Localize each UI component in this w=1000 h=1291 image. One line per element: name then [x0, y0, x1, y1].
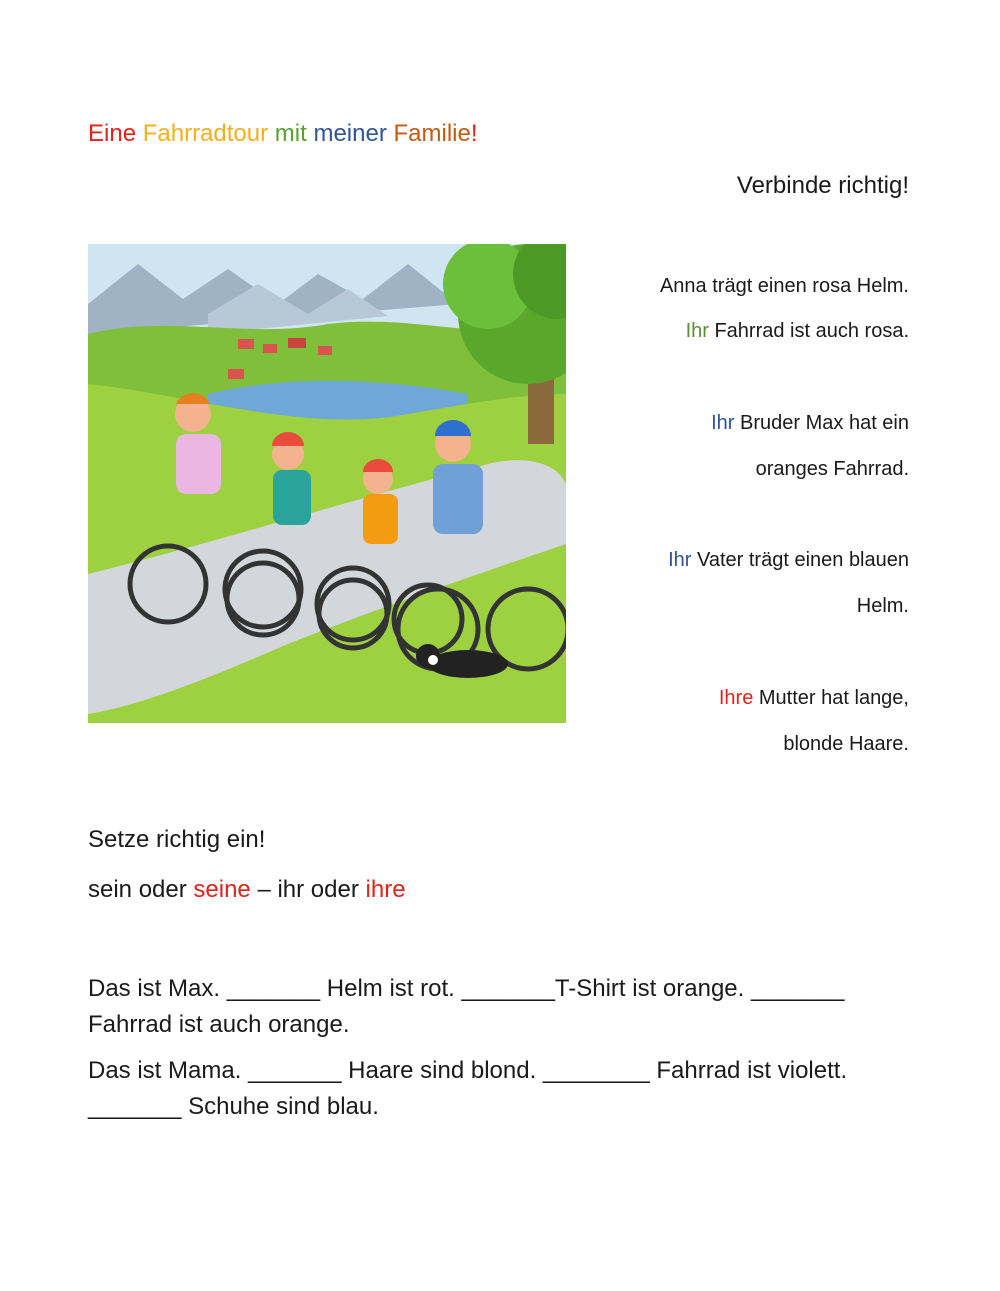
word-choice-a: sein oder [88, 876, 194, 903]
sentence-vater-line-2 [857, 583, 909, 629]
sentence-text: Anna trägt einen rosa Helm. [659, 275, 909, 297]
title-word-3: mit [274, 120, 307, 147]
family-cycling-illustration [88, 244, 566, 723]
sentence-bruder-line-2 [756, 446, 909, 492]
title-exclamation: ! [470, 120, 478, 147]
sentence-text: Mutter hat lange, [753, 687, 909, 709]
gap-paragraph-mama: Das ist Mama. _______ Haare sind blond. ________ Fahrrad ist violett. _______ Schuhe sind blau. [88, 1057, 848, 1120]
instruction-fill: Setze richtig ein! [88, 826, 266, 853]
sentence-bruder-line-1 [711, 400, 909, 446]
sentence-mutter-line-1 [719, 675, 909, 721]
word-choice-c: – ihr oder [250, 876, 366, 903]
gap-paragraph-max: Das ist Max. _______ Helm ist rot. _______T-Shirt ist orange. _______ Fahrrad ist auch orange. [88, 975, 845, 1038]
possessive-keyword: Ihr [711, 412, 735, 434]
word-choice-line [88, 876, 406, 904]
sentence-text: oranges Fahrrad. [755, 458, 909, 480]
sentence-text: Helm. [856, 595, 909, 617]
title-word-4: meiner [313, 120, 387, 147]
sentence-vater-line-1 [668, 537, 909, 583]
sentence-text: Fahrrad ist auch rosa. [708, 320, 909, 342]
sentence-text: blonde Haare. [783, 733, 909, 755]
word-choice-b: seine [193, 876, 251, 903]
possessive-keyword: Ihr [685, 320, 709, 342]
sentence-text: Bruder Max hat ein [734, 412, 909, 434]
title-word-2: Fahrradtour [142, 120, 269, 147]
possessive-keyword: Ihr [668, 549, 692, 571]
sentence-ihr-fahrrad [686, 308, 909, 354]
word-choice-d: ihre [365, 876, 406, 903]
sentence-text: Vater trägt einen blauen [691, 549, 909, 571]
worksheet-title [88, 120, 478, 148]
instruction-match: Verbinde richtig! [736, 172, 909, 199]
sentence-mutter-line-2 [783, 721, 909, 767]
title-word-1: Eine [88, 120, 137, 147]
sentence-anna [660, 263, 909, 309]
title-word-5: Familie [393, 120, 471, 147]
possessive-keyword: Ihre [718, 687, 754, 709]
illustration-svg [88, 244, 566, 723]
